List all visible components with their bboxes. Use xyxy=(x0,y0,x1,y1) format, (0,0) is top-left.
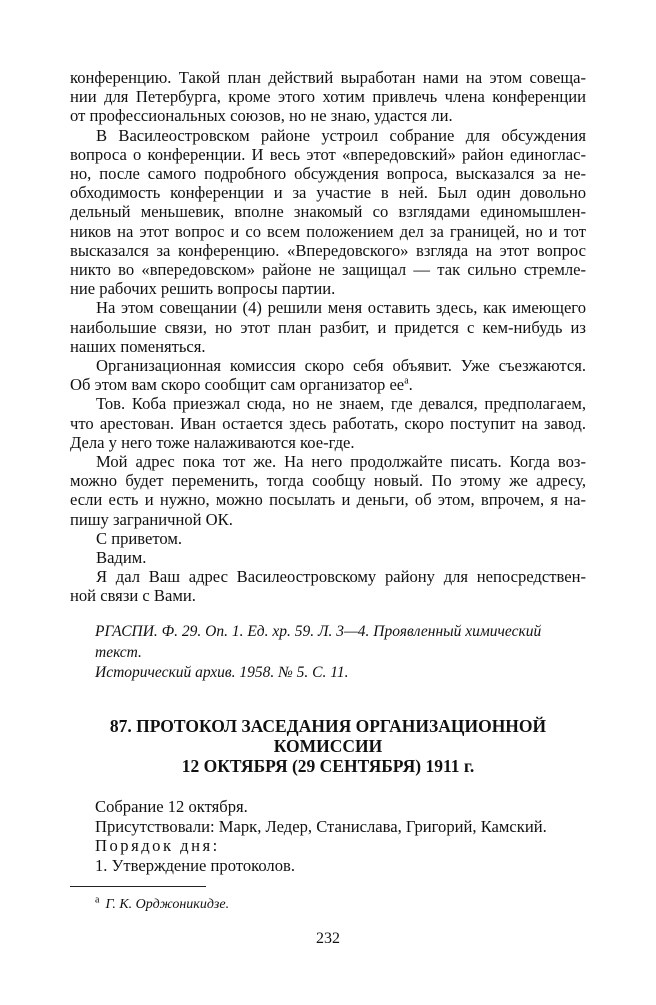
line-text: пишу заграничной ОК. xyxy=(70,509,233,529)
protocol-body xyxy=(95,797,547,875)
line-text: никто во «впередовском» районе не защищал — так сильно стремле- xyxy=(70,260,586,280)
text-line xyxy=(70,183,586,202)
heading-line: КОМИССИИ xyxy=(273,736,383,756)
line-text: Об этом вам скоро сообщит сам организатор ее xyxy=(70,375,405,395)
text-line xyxy=(70,106,586,125)
line-text: конференцию. Такой план действий выработан нами на этом совеща- xyxy=(70,68,586,87)
footnote-text: Г. К. Орджоникидзе. xyxy=(105,897,230,912)
archive-reference: РГАСПИ. Ф. 29. Оп. 1. Ед. хр. 59. Л. 3—4. Проявленный химический текст. xyxy=(95,623,542,661)
text-line xyxy=(70,298,586,317)
text-line xyxy=(70,356,586,375)
text-line xyxy=(70,490,586,509)
text-line xyxy=(70,318,586,337)
line-text: Вадим. xyxy=(96,548,147,568)
document-heading xyxy=(70,716,586,776)
text-line xyxy=(70,510,586,529)
line-text: Дела у него тоже налаживаются кое-где. xyxy=(70,432,355,452)
line-text: можно будет переменить, тогда сообщу новый. По этому же адресу, xyxy=(70,471,586,491)
line-text: В Василеостровском районе устроил собрание для обсуждения xyxy=(96,125,586,145)
line-text: Мой адрес пока тот же. На него продолжайте писать. Когда воз- xyxy=(96,452,586,472)
text-line xyxy=(70,260,586,279)
text-line xyxy=(70,586,586,605)
line-text: ников на этот вопрос и со всем положением дел за границей, но и тот xyxy=(70,221,586,241)
text-line xyxy=(70,68,586,87)
publication-reference: Исторический архив. 1958. № 5. С. 11. xyxy=(95,664,349,681)
page-number: 232 xyxy=(316,930,340,947)
heading-line: 12 ОКТЯБРЯ (29 СЕНТЯБРЯ) 1911 г. xyxy=(181,756,475,776)
line-text: если есть и нужно, можно посылать и деньги, об этом, впрочем, я на- xyxy=(70,490,586,510)
footnote-divider xyxy=(70,886,206,887)
text-line xyxy=(70,241,586,260)
heading-line: 87. ПРОТОКОЛ ЗАСЕДАНИЯ ОРГАНИЗАЦИОННОЙ xyxy=(109,716,547,736)
line-text: Я дал Ваш адрес Василеостровскому району для непосредствен- xyxy=(96,567,586,587)
text-line xyxy=(70,279,586,298)
text-line xyxy=(70,433,586,452)
source-citation xyxy=(95,622,586,684)
agenda-label: Порядок дня: xyxy=(95,836,220,855)
line-text: Тов. Коба приезжал сюда, но не знаем, где девался, предполагаем, xyxy=(96,394,586,414)
text-line xyxy=(70,87,586,106)
line-text: нии для Петербурга, кроме этого хотим привлечь члена конференции xyxy=(70,87,586,107)
text-line xyxy=(70,414,586,433)
line-text: Организационная комиссия скоро себя объявит. Уже съезжаются. xyxy=(96,356,586,376)
attendees-line: Присутствовали: Марк, Ледер, Станислава, Григорий, Камский. xyxy=(95,816,547,836)
text-line: Об этом вам скоро сообщит сам организатор $ее^а$. xyxy=(70,375,413,395)
text-line xyxy=(70,394,586,413)
text-line xyxy=(70,548,586,567)
line-text: наших поменяться. xyxy=(70,336,206,356)
line-text: ной связи с Вами. xyxy=(70,586,196,606)
text-line xyxy=(70,145,586,164)
text-line xyxy=(70,529,586,548)
text-line xyxy=(70,452,586,471)
footnote-mark: а xyxy=(95,894,100,906)
text-line xyxy=(70,337,586,356)
text-line xyxy=(70,202,586,221)
line-text: На этом совещании (4) решили меня оставить здесь, как имеющего xyxy=(96,298,586,318)
letter-body xyxy=(70,68,586,606)
line-text: вопроса о конференции. И весь этот «впередовский» район единоглас- xyxy=(70,144,586,164)
line-text: но, после самого подробного обсуждения вопроса, высказался за не- xyxy=(70,164,586,184)
footnote xyxy=(95,894,230,913)
line-text: С приветом. xyxy=(96,528,183,548)
footnote-reference: а xyxy=(404,375,409,387)
text-line xyxy=(70,126,586,145)
text-line xyxy=(70,471,586,490)
line-text: дельный меньшевик, вполне знакомый со взглядами единомышлен- xyxy=(70,202,586,222)
line-text: что арестован. Иван остается здесь работать, скоро поступит на завод. xyxy=(70,413,586,433)
meeting-line: Собрание 12 октября. xyxy=(95,797,248,816)
text-line xyxy=(70,567,586,586)
agenda-item: 1. Утверждение протоколов. xyxy=(95,855,295,875)
line-text: высказался за конференцию. «Впередовского» взгляда на этот вопрос xyxy=(70,240,586,260)
line-text: обходимость конференции и за участие в ней. Был один довольно xyxy=(70,183,586,203)
line-text: от профессиональных союзов, но не знаю, удастся ли. xyxy=(70,106,453,126)
text-line xyxy=(70,222,586,241)
text-line xyxy=(70,164,586,183)
line-text: ние рабочих решить вопросы партии. xyxy=(70,279,336,299)
line-text: наибольшие связи, но этот план разбит, и придется с кем-нибудь из xyxy=(70,317,586,337)
